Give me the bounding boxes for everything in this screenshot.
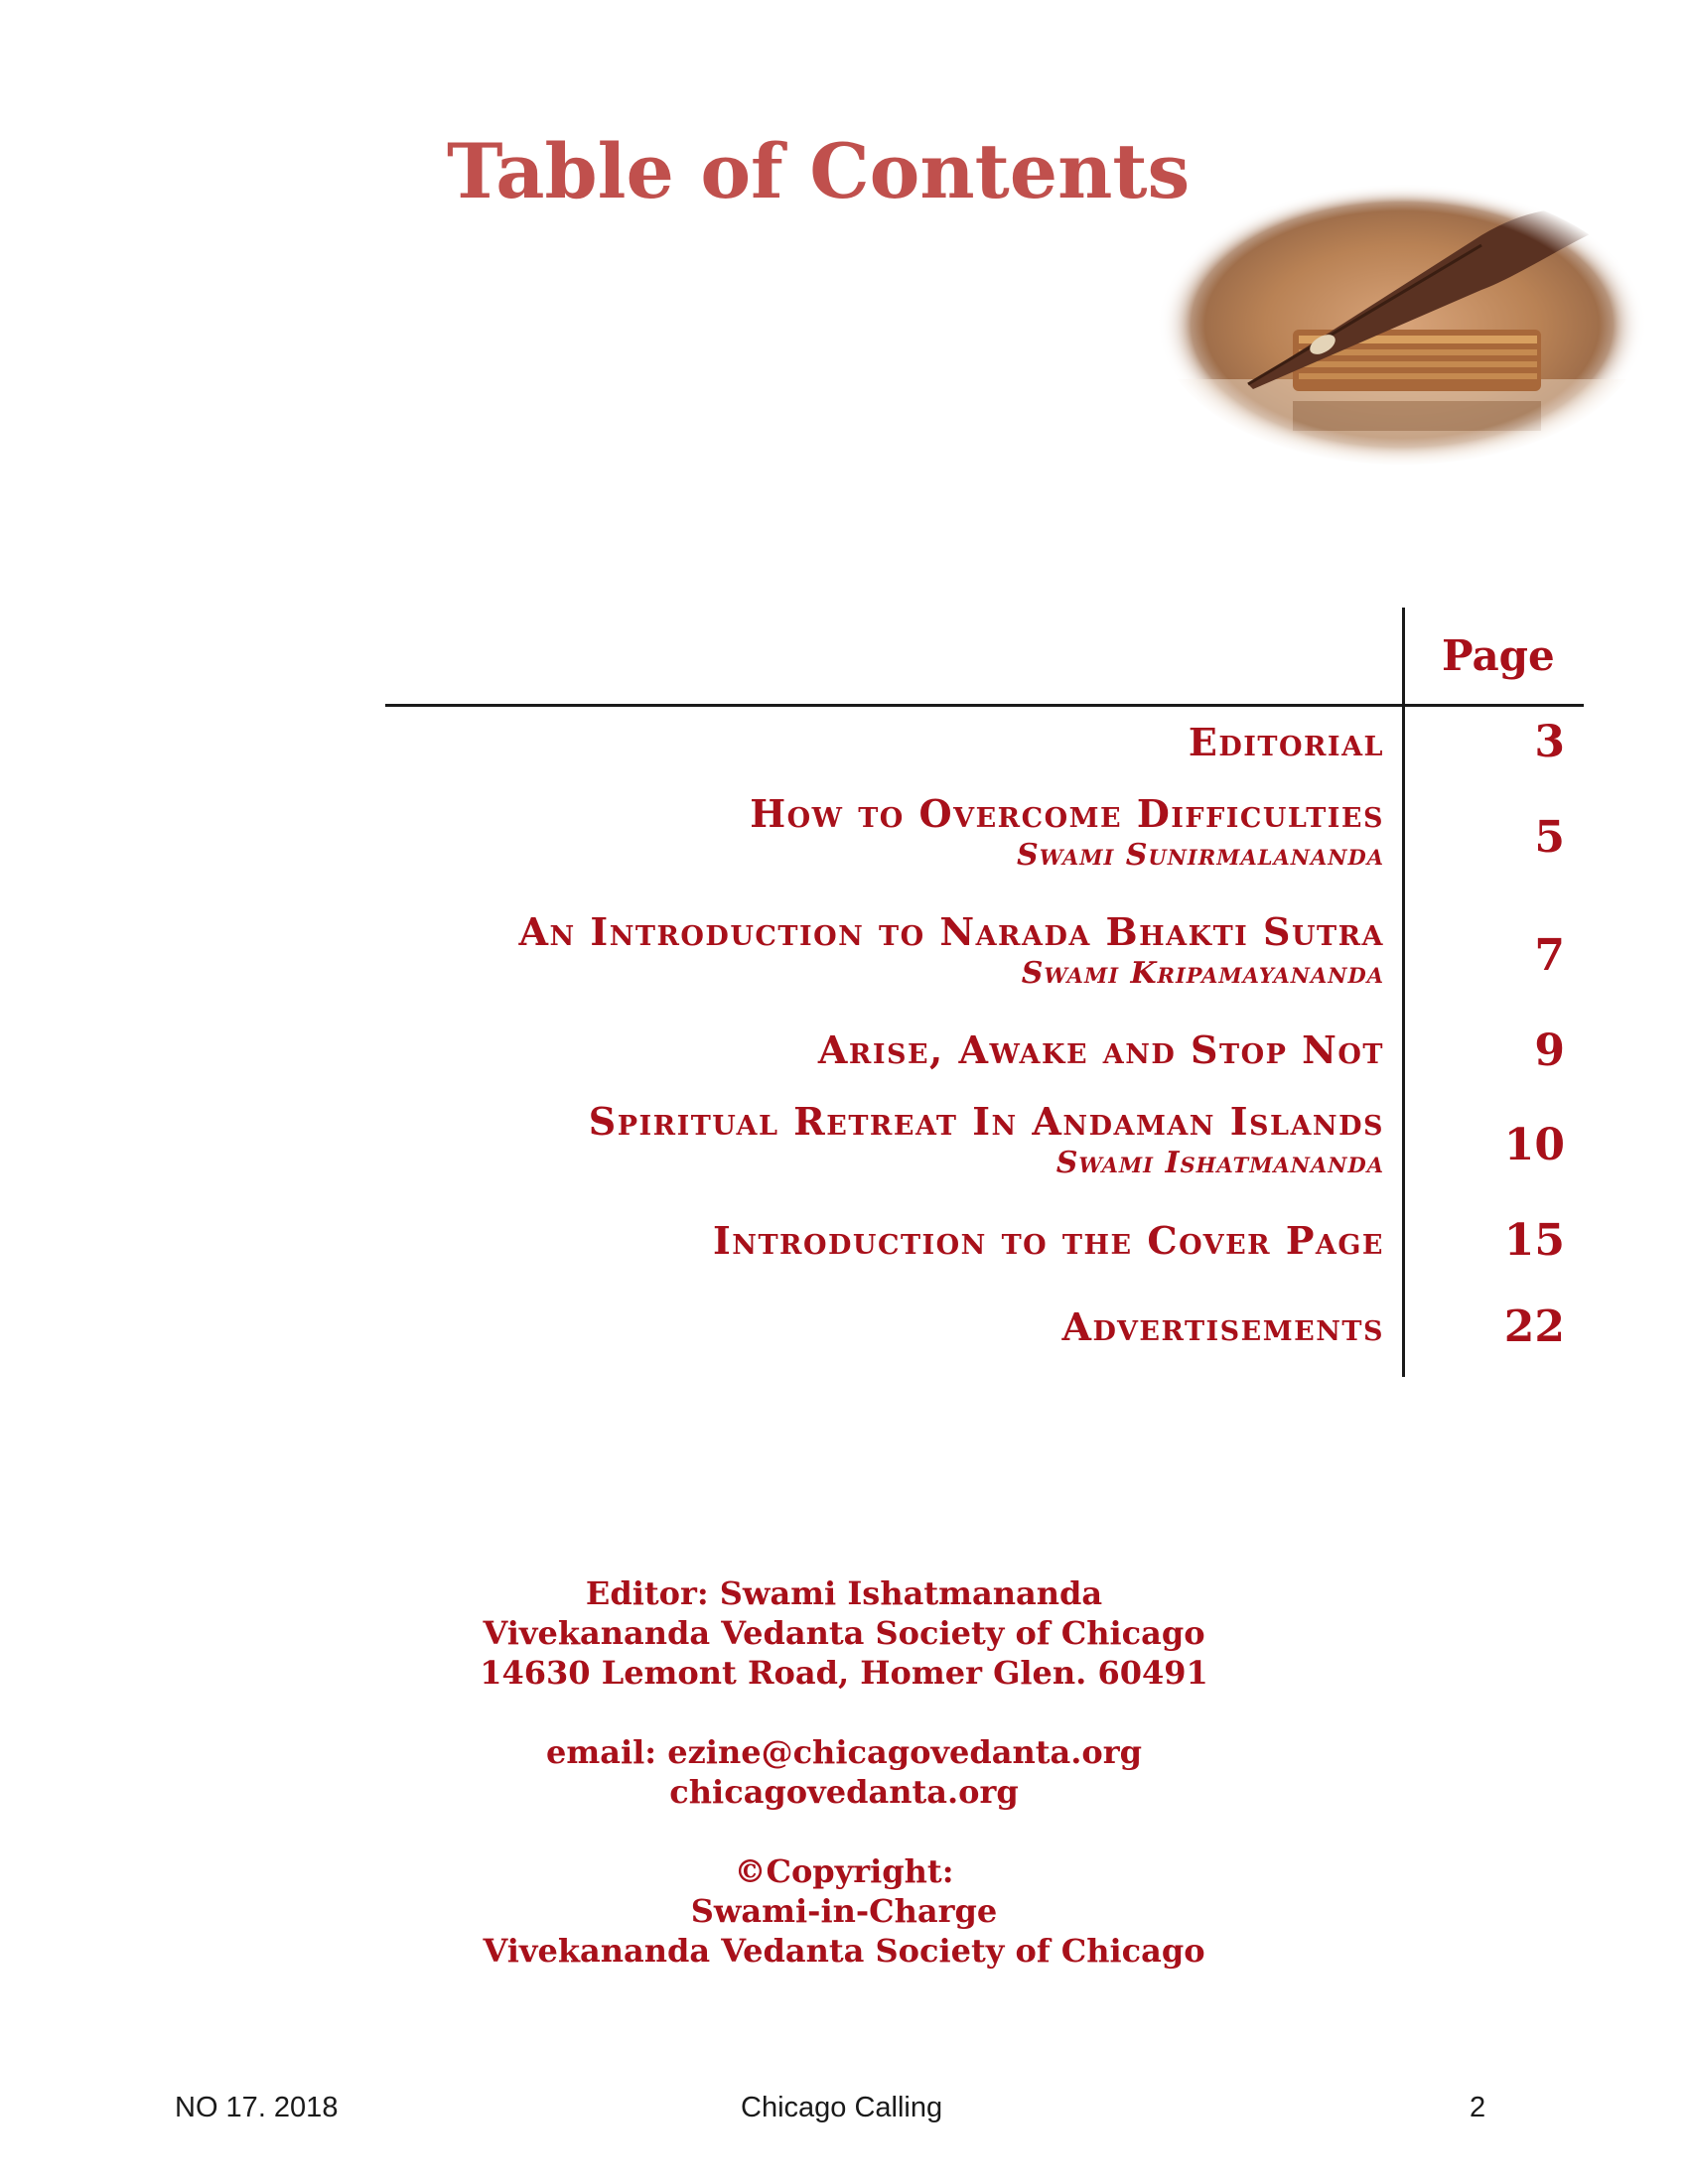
copyright-society: Vivekananda Vedanta Society of Chicago [483, 1932, 1205, 1970]
toc-entry-title: An Introduction to Narada Bhakti Sutra [518, 909, 1384, 954]
page-title: Table of Contents [447, 127, 1191, 215]
toc-entry[interactable] [1189, 719, 1384, 766]
toc-entry[interactable] [589, 1098, 1384, 1181]
toc-entry-page: 3 [1534, 717, 1565, 767]
toc-entry[interactable] [750, 790, 1384, 874]
toc-entry-author: Swami Kripamayananda [1021, 956, 1384, 991]
toc-entry[interactable] [1062, 1303, 1384, 1351]
toc-entry-page: 7 [1534, 930, 1565, 981]
toc-entry-author: Swami Ishatmananda [1055, 1146, 1384, 1180]
copyright-line: ©Copyright: [734, 1852, 954, 1890]
footer-publication: Chicago Calling [741, 2092, 943, 2123]
toc-entry-title: Editorial [1188, 720, 1384, 764]
toc-entry-page: 15 [1503, 1215, 1565, 1266]
toc-entry-title: Spiritual Retreat In Andaman Islands [588, 1099, 1384, 1144]
toc-entry[interactable] [713, 1217, 1384, 1265]
toc-entry-page: 10 [1503, 1120, 1565, 1170]
toc-vertical-divider [1402, 608, 1405, 1377]
toc-entry[interactable] [818, 1026, 1384, 1074]
toc-entry-page: 9 [1534, 1025, 1565, 1076]
footer-issue: NO 17. 2018 [175, 2092, 339, 2123]
email-line[interactable]: email: ezine@chicagovedanta.org [546, 1733, 1142, 1771]
toc-entry[interactable] [519, 908, 1384, 992]
society-line: Vivekananda Vedanta Society of Chicago [483, 1614, 1205, 1652]
toc-entry-title: Arise, Awake and Stop Not [817, 1027, 1384, 1072]
toc-entry-author: Swami Sunirmalananda [1017, 838, 1384, 873]
editor-line: Editor: Swami Ishatmananda [585, 1574, 1103, 1612]
website-link[interactable]: chicagovedanta.org [669, 1773, 1019, 1811]
toc-entry-page: 5 [1534, 812, 1565, 863]
quill-and-book-image [1154, 181, 1650, 469]
copyright-holder: Swami-in-Charge [690, 1892, 998, 1930]
toc-entry-title: Introduction to the Cover Page [712, 1218, 1384, 1263]
toc-entry-page: 22 [1503, 1301, 1565, 1352]
toc-header-divider [385, 704, 1584, 707]
toc-entry-title: How to Overcome Difficulties [750, 791, 1384, 836]
credits-block [0, 1573, 1688, 1971]
footer-page-number: 2 [1470, 2092, 1486, 2123]
page-column-header: Page [1442, 631, 1555, 680]
address-line: 14630 Lemont Road, Homer Glen. 60491 [480, 1654, 1208, 1692]
toc-entry-title: Advertisements [1061, 1304, 1384, 1349]
